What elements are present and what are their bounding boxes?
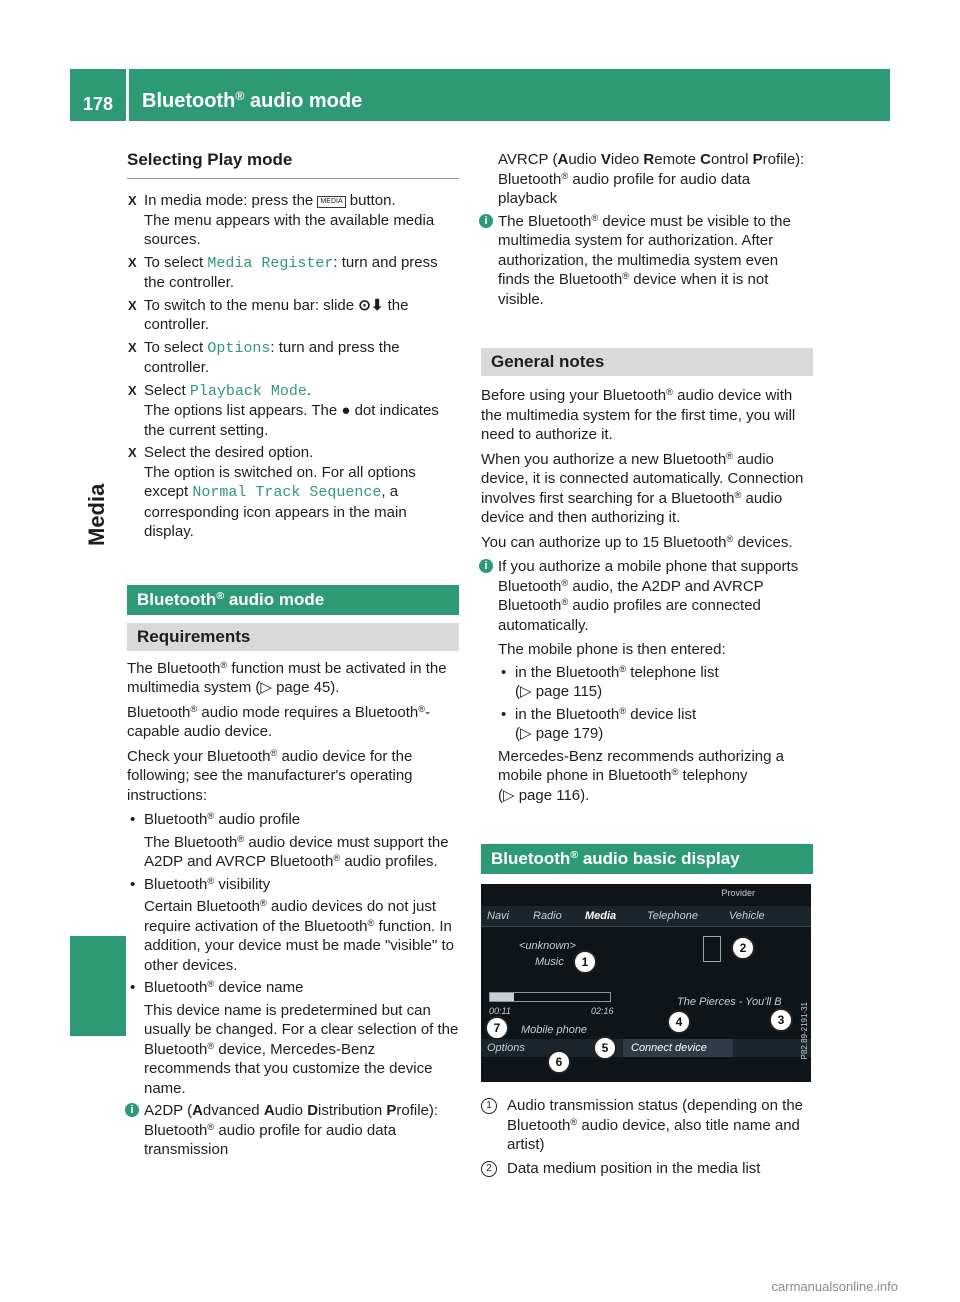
callout-7: 7 [485,1016,509,1040]
avrcp-note: AVRCP (Audio Video Remote Control Profile): Bluetooth® audio profile for audio data playback [498,151,805,207]
right-column [481,150,813,1182]
info-icon: i [479,559,493,573]
media-button-icon: MEDIA [317,196,345,208]
list-item-detail: The Bluetooth® audio device must support the A2DP and AVRCP Bluetooth® audio profiles. [144,833,449,870]
note-text: Mercedes-Benz recommends authorizing a mobile phone in Bluetooth® telephony (▷ page 116). [498,747,784,804]
legend-item: 2 Data medium position in the media list [481,1159,813,1179]
step: X To select Options: turn and press the controller. [127,338,459,378]
left-column [127,150,459,1165]
page-number: 178 [82,94,114,114]
callout-marker-2: 2 [481,1161,497,1177]
info-icon: i [479,214,493,228]
screen-menu-item: Radio [533,910,562,922]
step: X Select Playback Mode. The options list appears. The ● dot indicates the current setting. [127,381,459,441]
screen-track: The Pierces - You'll B [677,996,782,1008]
screen-menu-item: Media [585,910,617,922]
callout-2: 2 [731,936,755,960]
header-separator [126,69,129,121]
section-tab-label: Media [84,483,109,547]
screen-unknown-title: <unknown> [519,940,576,952]
callout-6: 6 [547,1050,571,1074]
list-item: • Bluetooth® device name [127,978,459,998]
controller-icon: ⊙⬇ [358,296,384,314]
list-item-detail: Certain Bluetooth® audio devices do not just require activation of the Bluetooth® function. In addition, your device must be made "visible" to other devices. [144,897,454,974]
watermark-footer: carmanualsonline.info [771,1279,898,1294]
screen-provider: Provider [721,888,755,898]
screen-music: Music [535,956,564,968]
header-title: Bluetooth® audio mode [142,89,363,112]
list-item: • Bluetooth® audio profile [127,810,459,830]
step: X To switch to the menu bar: slide ⊙⬇ the controller. [127,296,459,335]
device-icon [703,936,721,962]
info-note: i The Bluetooth® device must be visible to the multimedia system for authorization. After authorization, the multimedia system even finds the Bluetooth® device when it is not visible. [481,212,813,310]
note-text: The mobile phone is then entered: [498,641,726,658]
screen-menu-item: Vehicle [729,910,765,922]
screen-code: P82.89-2191-31 [800,1002,809,1060]
progress-bar [489,992,611,1002]
paragraph: When you authorize a new Bluetooth® audio device, it is connected automatically. Connection involves first searching for a Bluetooth® audio device and then authorizing it. [481,450,804,526]
bt-audio-mode-heading: Bluetooth® audio mode [127,585,459,615]
paragraph: You can authorize up to 15 Bluetooth® devices. [481,533,793,551]
info-icon: i [125,1103,139,1117]
callout-1: 1 [573,950,597,974]
requirements-heading: Requirements [127,623,459,651]
callout-4: 4 [667,1010,691,1034]
paragraph: Before using your Bluetooth® audio device with the multimedia system for the first time, you will need to authorize it. [481,386,796,443]
page-header [70,69,890,121]
paragraph: Bluetooth® audio mode requires a Bluetooth®-capable audio device. [127,703,431,740]
screen-mobile: Mobile phone [521,1024,588,1036]
step: X Select the desired option. The option is switched on. For all options except Normal Track Sequence, a corresponding icon appears in the main display. [127,443,459,542]
display-screenshot [481,884,811,1082]
list-item: • Bluetooth® visibility [127,875,459,895]
legend-item: 1 Audio transmission status (depending on the Bluetooth® audio device, also title name and artist) [481,1096,813,1155]
info-note: i A2DP (Advanced Audio Distribution Profile): Bluetooth® audio profile for audio data transmission [127,1101,459,1160]
basic-display-heading: Bluetooth® audio basic display [481,844,813,874]
screen-options: Options [487,1042,525,1054]
list-item-detail: This device name is predetermined but can usually be changed. For a clear selection of the Bluetooth® device, Mercedes-Benz recommends that you customize the device name. [144,1001,459,1097]
list-item: • in the Bluetooth® telephone list (▷ page 115) [498,663,813,702]
paragraph: Check your Bluetooth® audio device for the following; see the manufacturer's operating instructions: [127,747,413,804]
step: X In media mode: press the MEDIA button. The menu appears with the available media sources. [127,191,459,250]
callout-5: 5 [593,1036,617,1060]
callout-marker-1: 1 [481,1098,497,1114]
screen-menu-item: Navi [487,910,510,922]
info-note: i If you authorize a mobile phone that supports Bluetooth® audio, the A2DP and AVRCP Bluetooth® audio profiles are connected automatically. [481,557,813,635]
play-mode-heading: Selecting Play mode [127,150,459,179]
general-notes-heading: General notes [481,348,813,376]
time-end: 02:16 [591,1006,614,1016]
callout-3: 3 [769,1008,793,1032]
list-item: • in the Bluetooth® device list (▷ page 179) [498,705,813,744]
screen-connect: Connect device [631,1042,707,1054]
section-tab-block [70,936,126,1036]
paragraph: The Bluetooth® function must be activated in the multimedia system (▷ page 45). [127,659,447,696]
step: X To select Media Register: turn and press the controller. [127,253,459,293]
screen-menu-item: Telephone [647,910,698,922]
time-start: 00:11 [489,1006,511,1016]
